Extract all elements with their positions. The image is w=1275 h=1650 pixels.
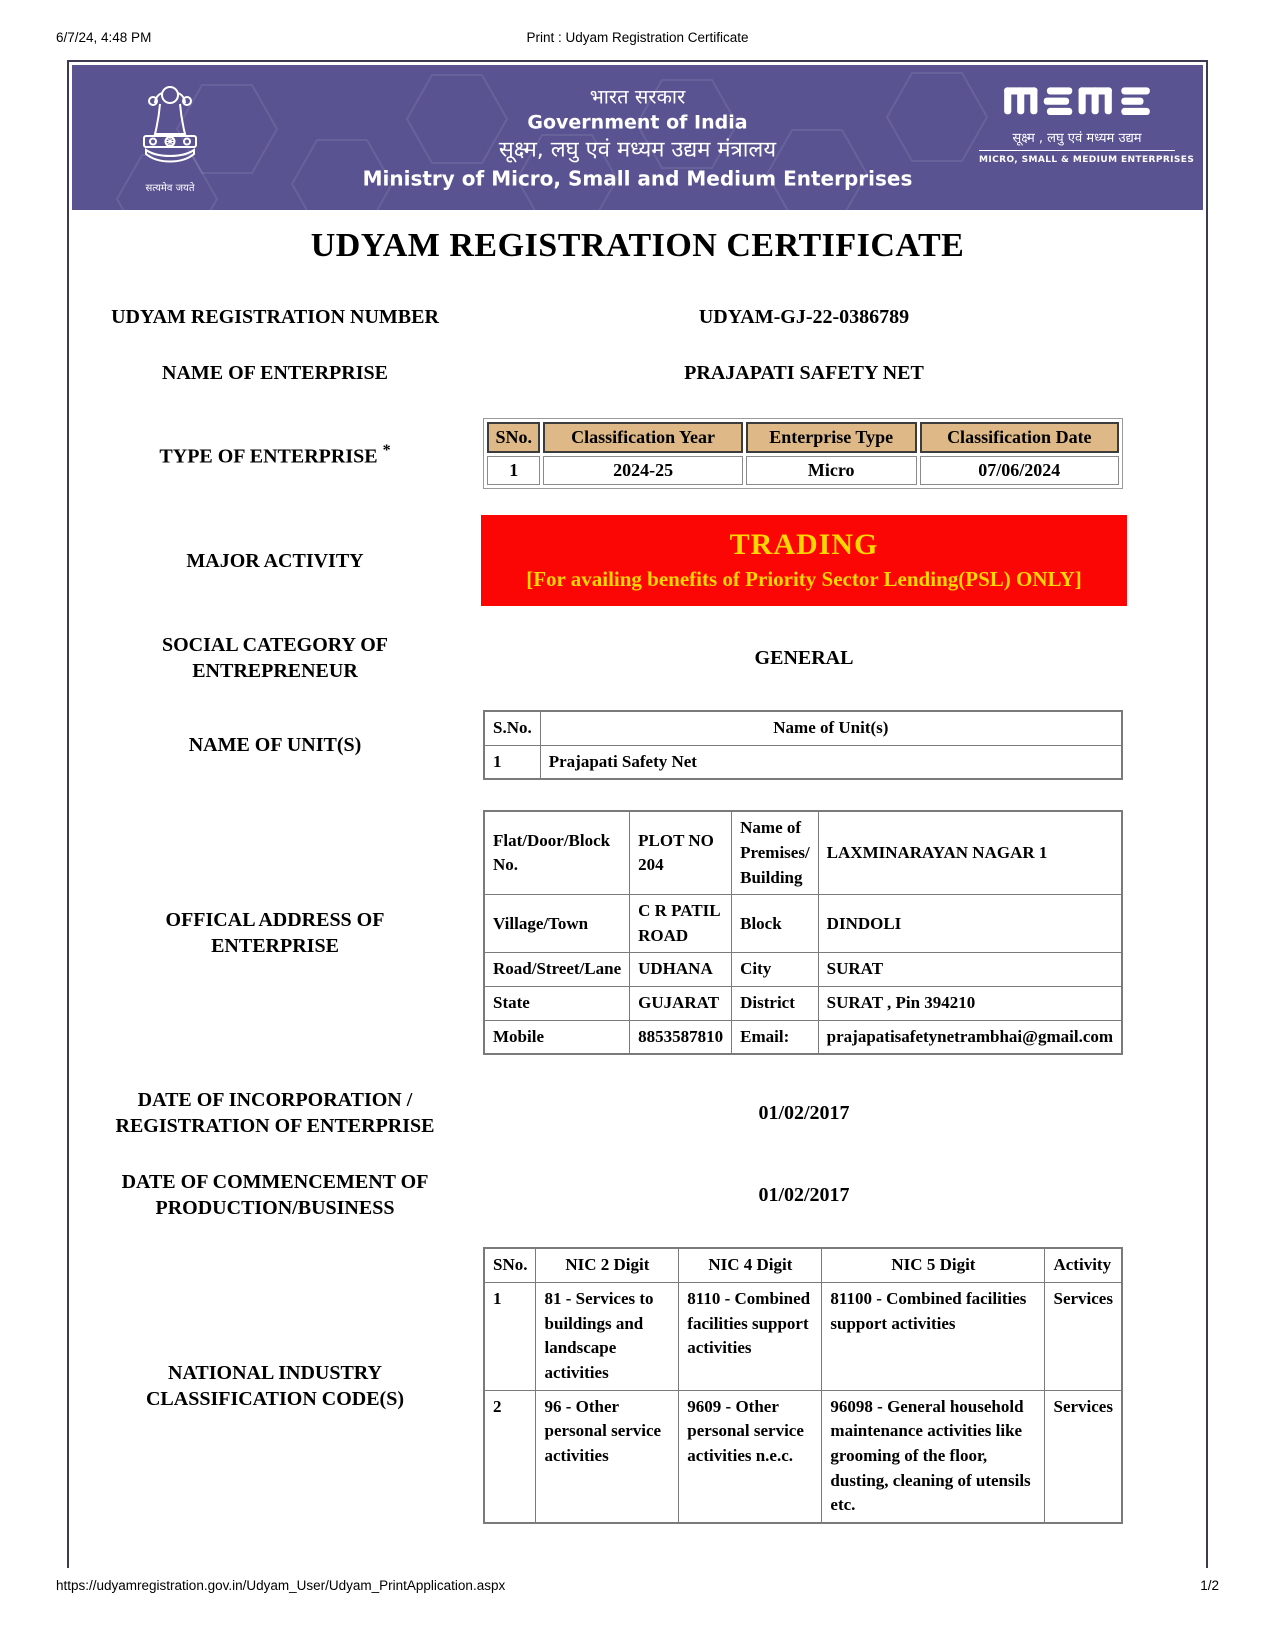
cell: 8853587810	[630, 1020, 732, 1054]
cell: Mobile	[484, 1020, 630, 1054]
incorporation-date-value: 01/02/2017	[758, 1101, 850, 1124]
cell: Village/Town	[484, 895, 630, 953]
major-activity-note: [For availing benefits of Priority Sector Lending(PSL) ONLY]	[526, 567, 1082, 591]
cell: prajapatisafetynetrambhai@gmail.com	[818, 1020, 1122, 1054]
cell: City	[732, 953, 819, 987]
cell: 8110 - Combined facilities support activities	[679, 1283, 822, 1391]
cell: 2024-25	[543, 456, 742, 485]
header-cell: Classification Year	[543, 422, 742, 453]
table-row	[484, 953, 1122, 987]
banner	[72, 65, 1203, 210]
official-address-label: OFFICAL ADDRESS OF ENTERPRISE	[165, 908, 385, 957]
msme-english-caption: MICRO, SMALL & MEDIUM ENTERPRISES	[979, 155, 1195, 165]
header-cell: NIC 5 Digit	[822, 1248, 1045, 1282]
cell: DINDOLI	[818, 895, 1122, 953]
cell: 2	[484, 1390, 536, 1523]
header-cell: SNo.	[484, 1248, 536, 1282]
cell: 1	[484, 1283, 536, 1391]
cell: Block	[732, 895, 819, 953]
classification-table	[483, 418, 1123, 489]
print-footer	[0, 1568, 1275, 1593]
emblem-caption: सत्यमेव जयते	[145, 183, 195, 194]
major-activity-label: MAJOR ACTIVITY	[186, 549, 364, 572]
enterprise-name-row	[69, 360, 1206, 386]
govt-hindi: भारत सरकार	[589, 84, 686, 108]
govt-english: Government of India	[527, 111, 748, 133]
cell: Road/Street/Lane	[484, 953, 630, 987]
msme-hindi-caption: सूक्ष्म , लघु एवं मध्यम उद्यम	[979, 128, 1175, 151]
table-row	[484, 987, 1122, 1021]
print-header	[0, 0, 1275, 46]
cell: Services	[1045, 1390, 1122, 1523]
table-row	[487, 456, 1119, 485]
nic-label: NATIONAL INDUSTRY CLASSIFICATION CODE(S)	[145, 1361, 404, 1410]
certificate-title: UDYAM REGISTRATION CERTIFICATE	[310, 227, 965, 264]
cell: Email:	[732, 1020, 819, 1054]
major-activity-value: TRADING	[729, 528, 879, 561]
cell: SURAT , Pin 394210	[818, 987, 1122, 1021]
cell: 9609 - Other personal service activities n.e.c.	[679, 1390, 822, 1523]
table-row	[484, 1020, 1122, 1054]
cell: 1	[484, 745, 540, 779]
header-cell: SNo.	[487, 422, 540, 453]
header-cell: NIC 4 Digit	[679, 1248, 822, 1282]
cell: 07/06/2024	[920, 456, 1119, 485]
nic-table	[483, 1247, 1123, 1523]
table-row	[484, 895, 1122, 953]
msme-logo	[979, 81, 1195, 165]
cell: C R PATIL ROAD	[630, 895, 732, 953]
incorporation-date-label: DATE OF INCORPORATION / REGISTRATION OF ENTERPRISE	[115, 1089, 435, 1138]
enterprise-type-row	[69, 418, 1206, 489]
cell: Prajapati Safety Net	[540, 745, 1122, 779]
social-category-label: SOCIAL CATEGORY OF ENTREPRENEUR	[162, 634, 388, 682]
table-row	[484, 745, 1122, 779]
registration-number-label: UDYAM REGISTRATION NUMBER	[111, 306, 439, 328]
enterprise-name-value: PRAJAPATI SAFETY NET	[684, 361, 924, 384]
banner-text	[318, 83, 958, 192]
header-cell: Enterprise Type	[746, 422, 917, 453]
ministry-hindi: सूक्ष्म, लघु एवं मध्यम उद्यम मंत्रालय	[498, 137, 777, 162]
ashoka-emblem-icon	[124, 81, 216, 194]
social-category-row	[69, 632, 1206, 684]
footer-url: https://udyamregistration.gov.in/Udyam_User/Udyam_PrintApplication.aspx	[56, 1578, 506, 1593]
nic-row	[69, 1247, 1206, 1523]
units-row	[69, 710, 1206, 780]
table-row	[484, 1390, 1122, 1523]
header-cell: Activity	[1045, 1248, 1122, 1282]
cell: GUJARAT	[630, 987, 732, 1021]
print-datetime: 6/7/24, 4:48 PM	[56, 30, 152, 45]
certificate	[67, 60, 1208, 1568]
commencement-date-label: DATE OF COMMENCEMENT OF PRODUCTION/BUSINESS	[121, 1171, 429, 1220]
cell: 81 - Services to buildings and landscape activities	[536, 1283, 679, 1391]
commencement-date-row	[69, 1169, 1206, 1221]
cell: LAXMINARAYAN NAGAR 1	[818, 811, 1122, 894]
ministry-english: Ministry of Micro, Small and Medium Enterprises	[362, 166, 913, 190]
cell: Services	[1045, 1283, 1122, 1391]
cell: 96 - Other personal service activities	[536, 1390, 679, 1523]
cell: Flat/Door/Block No.	[484, 811, 630, 894]
table-row	[484, 811, 1122, 894]
social-category-value: GENERAL	[754, 646, 854, 669]
cell: SURAT	[818, 953, 1122, 987]
official-address-row	[69, 810, 1206, 1055]
registration-number-row	[69, 304, 1206, 330]
header-cell: S.No.	[484, 711, 540, 745]
units-table	[483, 710, 1123, 780]
cell: UDHANA	[630, 953, 732, 987]
table-row	[484, 1283, 1122, 1391]
cell: State	[484, 987, 630, 1021]
header-cell: Classification Date	[920, 422, 1119, 453]
units-label: NAME OF UNIT(S)	[188, 734, 362, 757]
cell: PLOT NO 204	[630, 811, 732, 894]
major-activity-row	[69, 515, 1206, 606]
asterisk: *	[382, 441, 391, 459]
incorporation-date-row	[69, 1087, 1206, 1139]
enterprise-type-label: TYPE OF ENTERPRISE *	[159, 441, 391, 468]
cell: Name of Premises/ Building	[732, 811, 819, 894]
cell: Micro	[746, 456, 917, 485]
cell: District	[732, 987, 819, 1021]
commencement-date-value: 01/02/2017	[758, 1183, 850, 1206]
cell: 1	[487, 456, 540, 485]
msme-wordmark-icon	[1002, 81, 1152, 119]
header-cell: Name of Unit(s)	[540, 711, 1122, 745]
cell: 81100 - Combined facilities support activities	[822, 1283, 1045, 1391]
major-activity-box	[481, 515, 1127, 606]
print-title: Print : Udyam Registration Certificate	[526, 30, 749, 45]
header-cell: NIC 2 Digit	[536, 1248, 679, 1282]
cell: 96098 - General household maintenance activities like grooming of the floor, dusting, cleaning of utensils etc.	[822, 1390, 1045, 1523]
registration-number-value: UDYAM-GJ-22-0386789	[698, 305, 910, 328]
address-table	[483, 810, 1123, 1055]
footer-page-number: 1/2	[1200, 1578, 1219, 1593]
enterprise-name-label: NAME OF ENTERPRISE	[162, 362, 388, 384]
